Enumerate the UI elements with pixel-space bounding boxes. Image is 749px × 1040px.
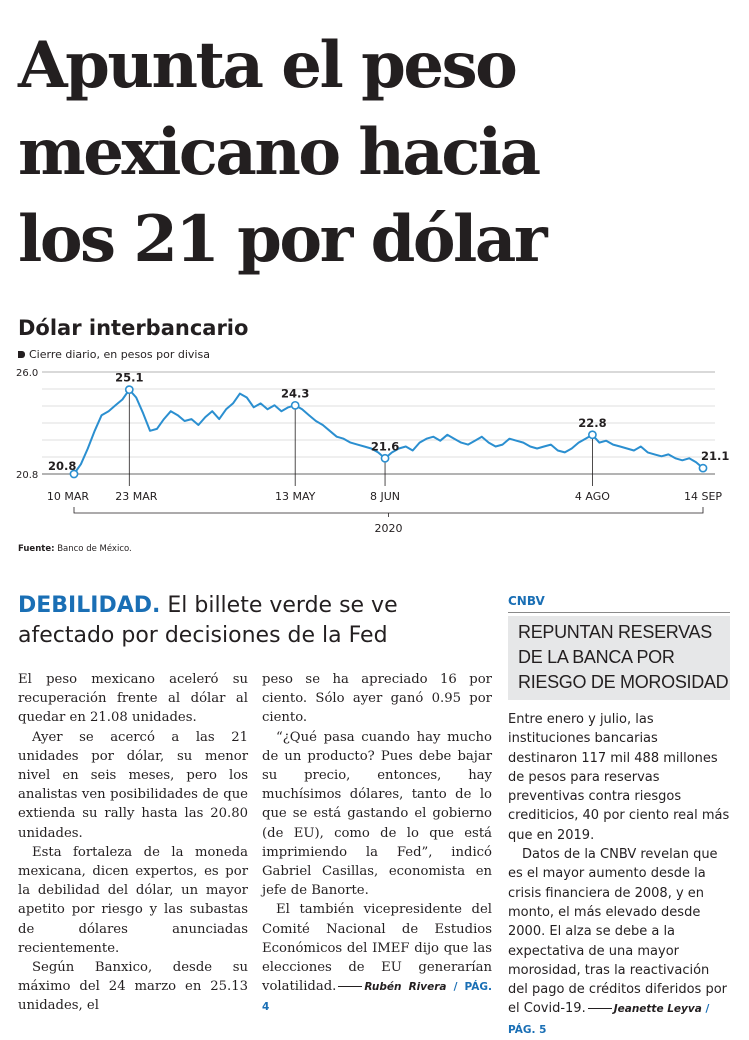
paragraph-with-byline [508,845,730,1040]
sidebar-title-line: REPUNTAN RESERVAS [518,622,712,642]
data-label: 24.3 [280,386,310,401]
y-tick-label: 26.0 [16,368,39,379]
headline-line: los 21 por dólar [18,202,546,277]
paragraph: Datos de la CNBV revelan que es el mayor aumento desde la crisis financiera de 2008, y en monto, el más elevado desde 2000. El alza se debe a la expectativa de una mayor morosidad, tras la reactivación del pago de créditos diferidos por el Covid-19. [508,847,728,1017]
paragraph-with-byline [262,900,492,1017]
data-label: 21.1 [701,449,730,464]
data-label: 22.8 [578,415,607,430]
paragraph: El peso mexicano aceleró su recuperación frente al dólar al quedar en 21.08 unidades. [18,672,248,726]
data-label: 20.8 [48,459,77,473]
page-reference: / PÁG. 4 [262,981,493,1014]
article-column-1 [18,670,248,1016]
headline [18,22,738,283]
x-tick-label: 14 SEP [683,490,723,503]
headline-line: Apunta el peso [18,28,516,103]
data-point-marker [589,431,596,438]
article-deck-text: El billete verde se ve afectado por decisiones de la Fed [18,593,398,648]
chart-title: Dólar interbancario [18,316,249,340]
byline-author: Rubén Rivera [364,981,447,994]
article-kicker: DEBILIDAD. [18,593,161,618]
paragraph: Ayer se acercó a las 21 unidades por dólar, su menor nivel en seis meses, pero los analistas ven posibilidades de que extienda su rally hasta las 20.80 unidades. [18,729,248,841]
data-point-marker [292,402,299,409]
data-point-marker [381,455,388,462]
article-column-2 [262,670,492,1018]
sidebar-divider [508,612,730,613]
paragraph: Según Banxico, desde su máximo del 24 marzo en 25.13 unidades, el [18,960,248,1014]
paragraph: peso se ha apreciado 16 por ciento. Sólo ayer ganó 0.95 por ciento. [262,672,492,726]
page-reference: / PÁG. 5 [508,1003,710,1036]
headline-line: mexicano hacia [18,115,539,190]
series-line [74,390,703,474]
year-bracket [74,507,703,513]
paragraph: Entre enero y julio, las instituciones bancarias destinaron 117 mil 488 millones de pesos para reservas preventivas contra riesgos crediticios, 40 por ciento real más que en 2019. [508,712,730,843]
source-label: Fuente: [18,544,55,554]
sidebar-section-label: CNBV [508,594,545,608]
paragraph: “¿Qué pasa cuando hay mucho de un producto? Pues debe bajar su precio, entonces, hay muchísimos dólares, tanto de lo que se está gastando el gobierno (de EU), como de lo que está imprimiendo la Fed”, indicó Gabriel Casillas, economista en jefe de Banorte. [262,729,492,899]
byline-rule [588,1008,612,1009]
byline-author: Jeanette Leyva [613,1003,702,1016]
source-text: Banco de México. [57,544,132,554]
article-deck [18,591,488,651]
byline-rule [338,986,362,987]
x-tick-label: 8 JUN [370,490,401,503]
y-tick-label: 20.8 [16,470,39,481]
sidebar-body [508,710,730,1040]
chart-subtitle-text: Cierre diario, en pesos por divisa [29,348,210,361]
exchange-rate-chart [0,360,749,540]
sidebar-title-box [508,616,730,700]
sidebar-title-line: DE LA BANCA POR [518,647,675,667]
data-label: 21.6 [370,439,400,454]
x-tick-label: 13 MAY [274,490,316,503]
paragraph: Esta fortaleza de la moneda mexicana, dicen expertos, es por la debilidad del dólar, un mayor apetito por riesgo y las subastas de dólares anunciadas recientemente. [18,844,248,956]
bullet-icon [18,351,25,358]
chart-source [18,544,132,554]
sidebar-title-line: RIESGO DE MOROSIDAD [518,672,729,692]
x-tick-label: 4 AGO [574,490,610,503]
paragraph: El también vicepresidente del Comité Nacional de Estudios Económicos del IMEF dijo que las elecciones de EU generarían volatilidad. [262,902,492,995]
data-point-marker [699,465,706,472]
x-axis-year-label: 2020 [374,522,403,535]
x-tick-label: 10 MAR [46,490,90,503]
data-point-marker [126,386,133,393]
data-label: 25.1 [115,370,144,385]
x-tick-label: 23 MAR [115,490,158,503]
